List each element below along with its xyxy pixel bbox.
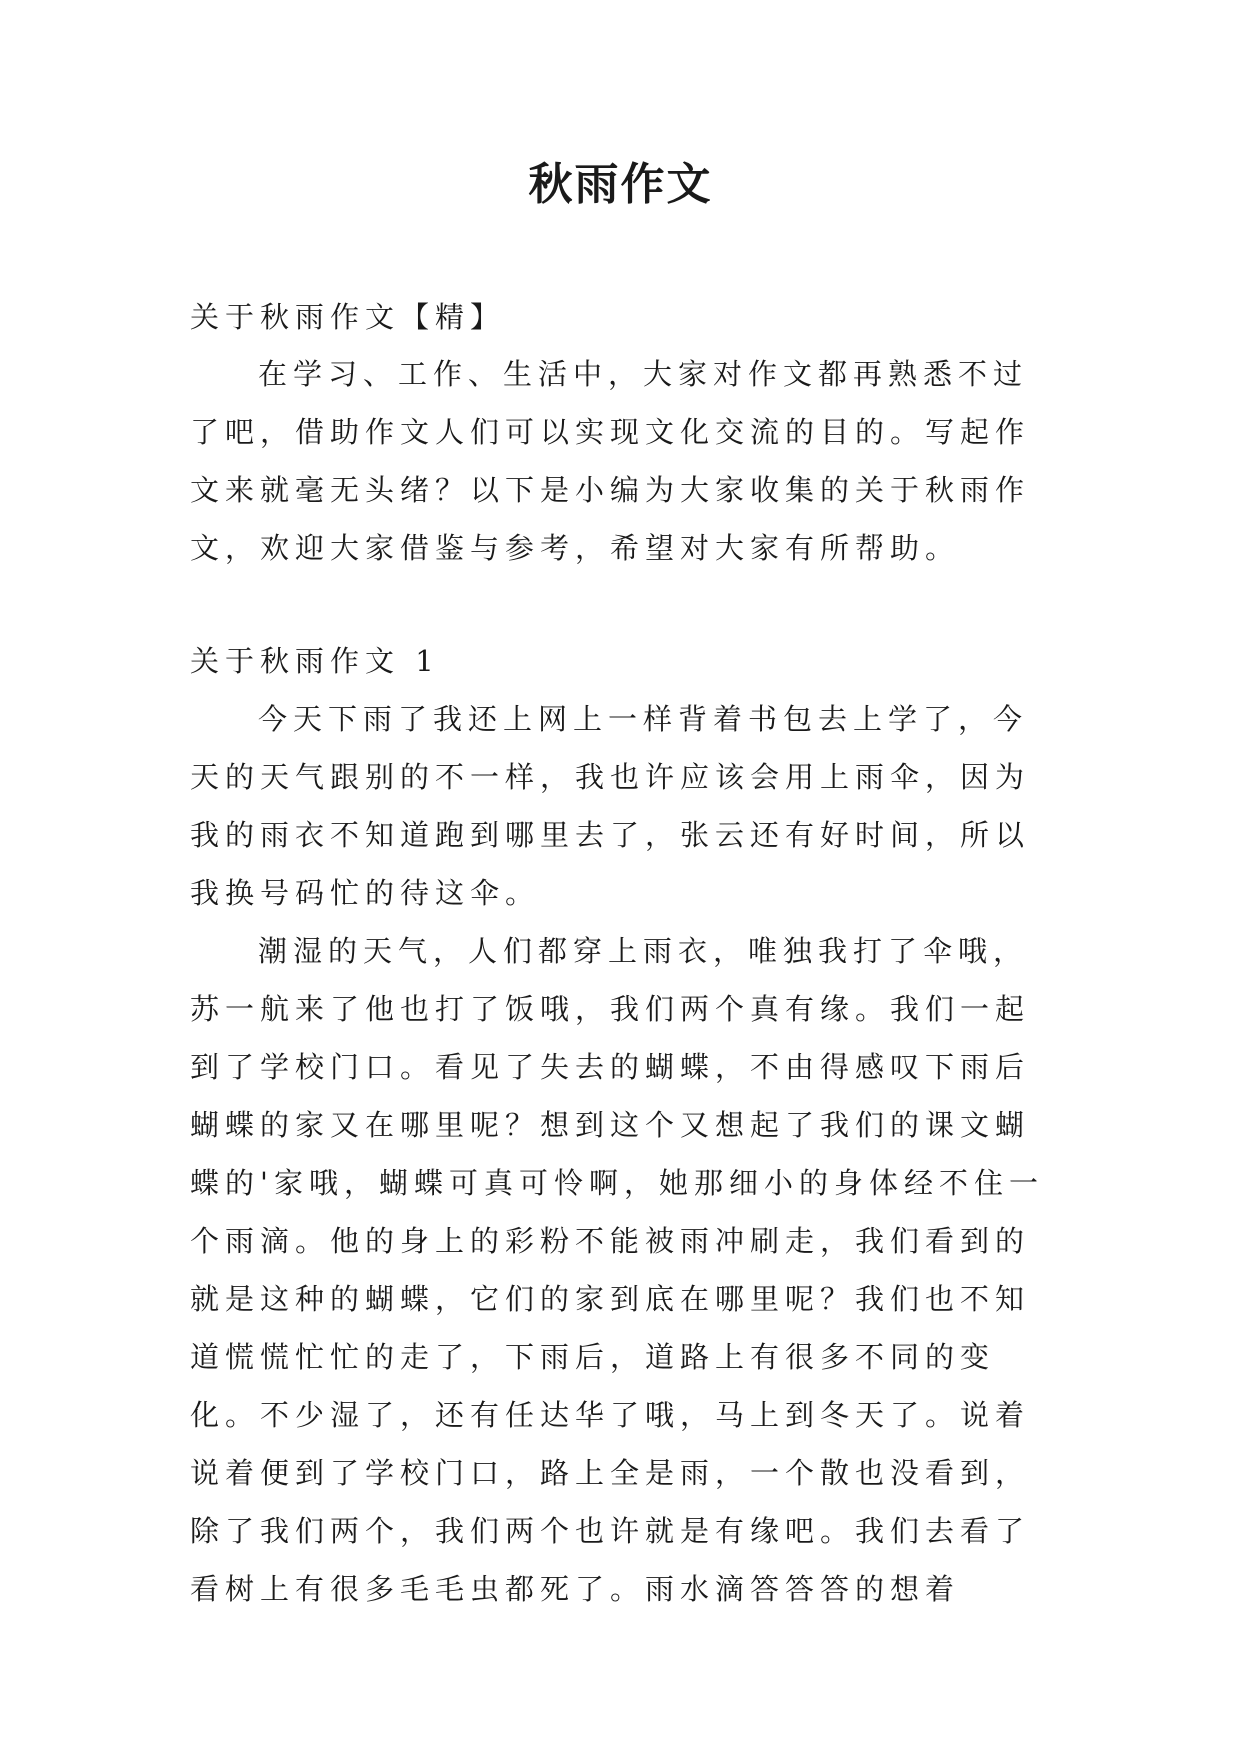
intro-heading: 关于秋雨作文【精】	[190, 300, 506, 334]
essay-1-paragraph-2: 潮湿的天气，人们都穿上雨衣，唯独我打了伞哦，苏一航来了他也打了饭哦，我们两个真有缘。我们一起到了学校门口。看见了失去的蝴蝶，不由得感叹下雨后蝴蝶的家又在哪里呢？想到这个又想起了我们的课文蝴蝶的'家哦，蝴蝶可真可怜啊，她那细小的身体经不住一个雨滴。他的身上的彩粉不能被雨冲刷走，我们看到的就是这种的蝴蝶，它们的家到底在哪里呢？我们也不知道慌慌忙忙的走了，下雨后，道路上有很多不同的变化。不少湿了，还有任达华了哦，马上到冬天了。说着说着便到了学校门口，路上全是雨，一个散也没看到，除了我们两个，我们两个也许就是有缘吧。我们去看了看树上有很多毛毛虫都死了。雨水滴答答答的想着	[190, 934, 1044, 1606]
essay-1-paragraph-1: 今天下雨了我还上网上一样背着书包去上学了，今天的天气跟别的不一样，我也许应该会用上雨伞，因为我的雨衣不知道跑到哪里去了，张云还有好时间，所以我换号码忙的待这伞。	[190, 702, 1031, 910]
essay-1-heading: 关于秋雨作文 1	[190, 644, 440, 678]
intro-paragraph: 在学习、工作、生活中，大家对作文都再熟悉不过了吧，借助作文人们可以实现文化交流的目的。写起作文来就毫无头绪？以下是小编为大家收集的关于秋雨作文，欢迎大家借鉴与参考，希望对大家有所帮助。	[190, 357, 1031, 565]
page-title: 秋雨作文	[528, 159, 713, 210]
